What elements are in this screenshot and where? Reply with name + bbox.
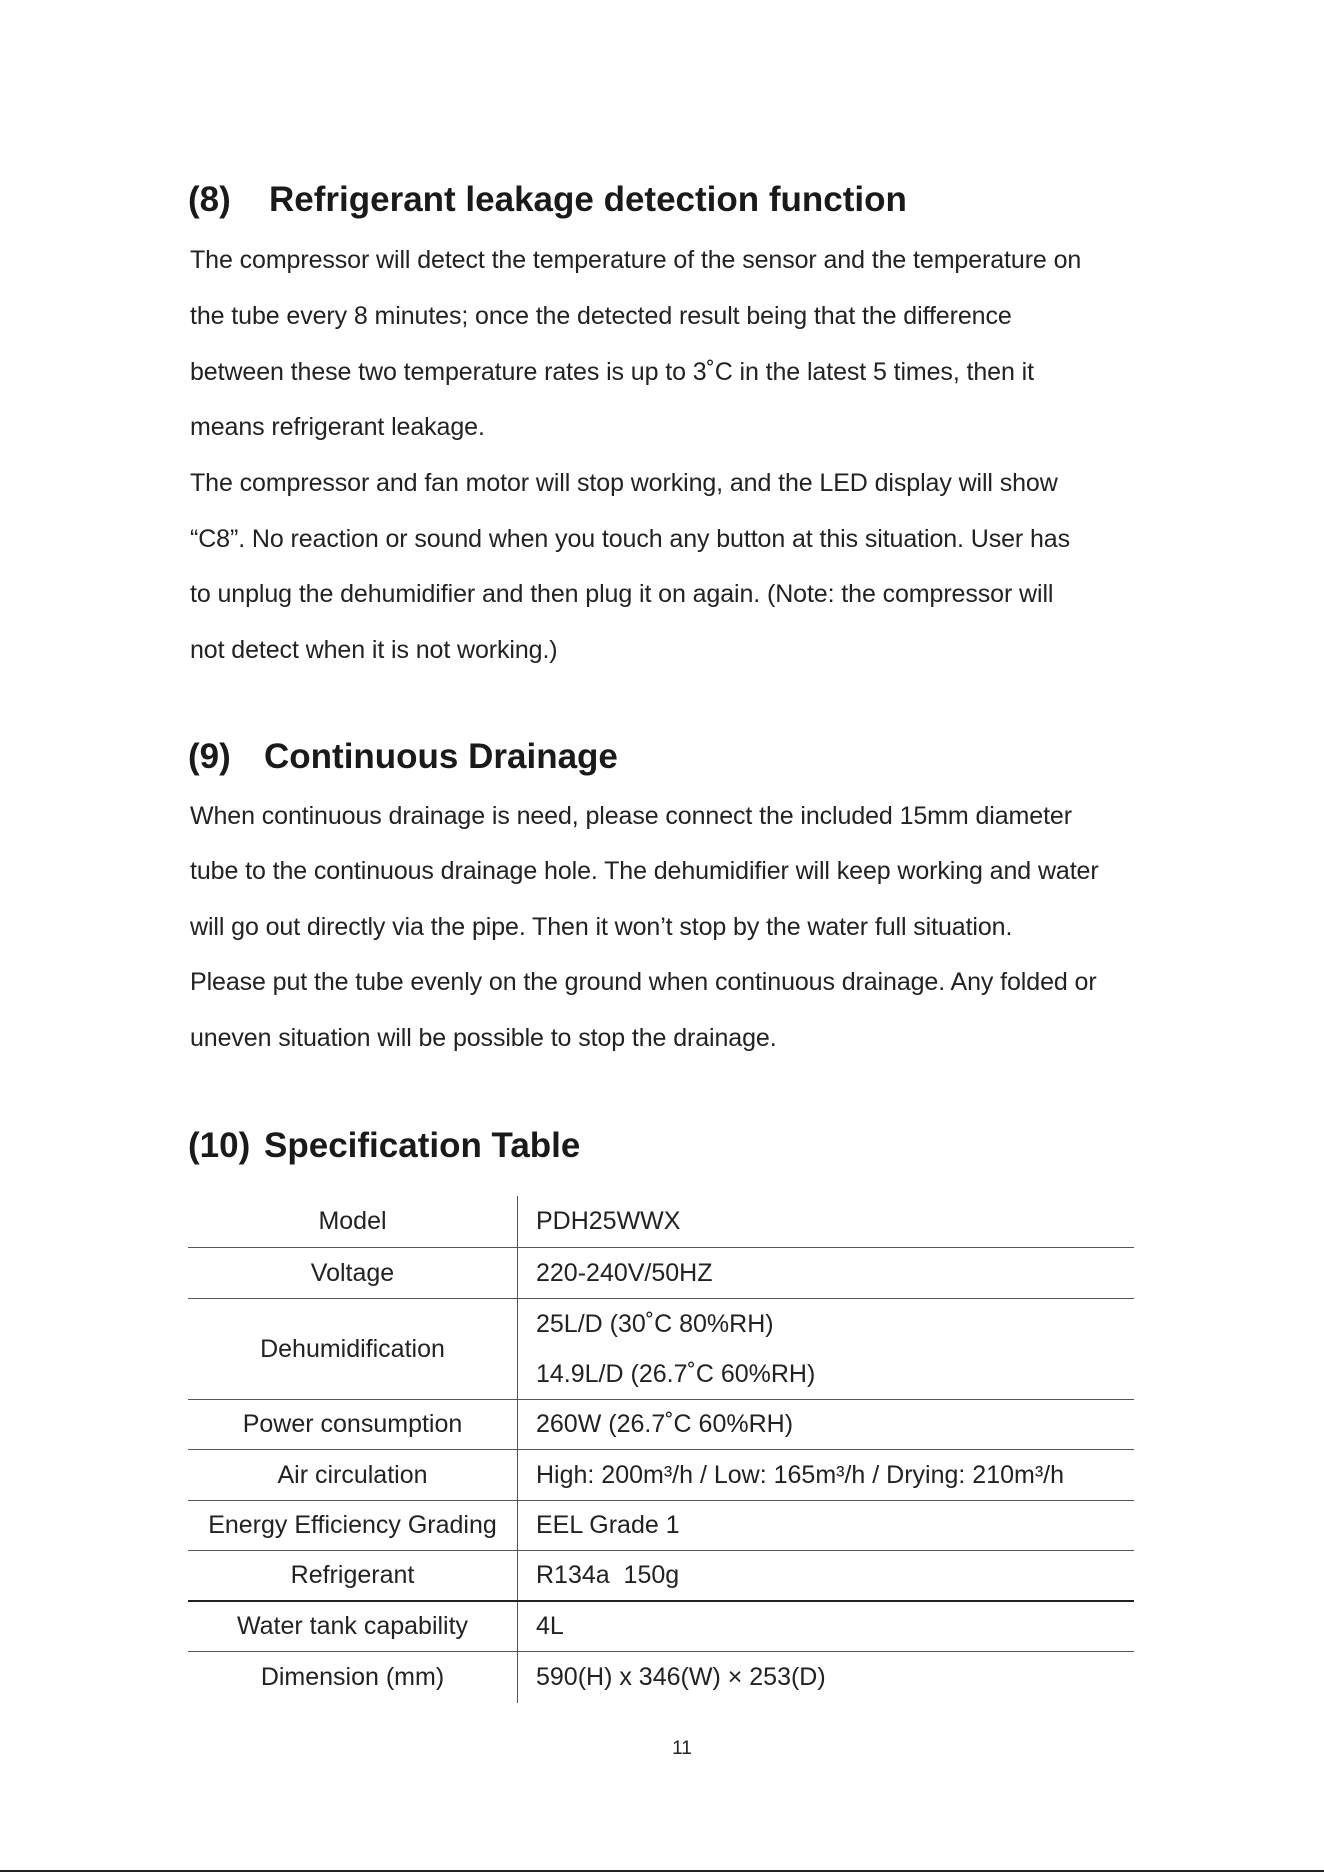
column-divider [517,1196,518,1247]
spec-label: Voltage [310,1258,395,1287]
section-8-line: the tube every 8 minutes; once the detected result being that the difference [190,302,1012,330]
spec-value-cell [536,1400,793,1449]
spec-row-dimension [188,1652,1134,1703]
spec-row-air-circulation [188,1450,1134,1501]
spec-row-dehumidification [188,1299,1134,1400]
spec-value: PDH25WWX [536,1207,681,1235]
spec-row-energy-efficiency [188,1501,1134,1551]
spec-row-model [188,1196,1134,1248]
spec-value: 220-240V/50HZ [536,1258,713,1287]
spec-value: 590(H) x 346(W) × 253(D) [536,1663,826,1691]
section-8-line: “C8”. No reaction or sound when you touch any button at this situation. User has [190,525,1070,553]
section-9-line: tube to the continuous drainage hole. The dehumidifier will keep working and water [190,857,1099,885]
spec-value: 14.9L/D (26.7˚C 60%RH) [536,1359,816,1388]
section-8-line: The compressor will detect the temperature of the sensor and the temperature on [190,246,1082,274]
spec-value-cell [536,1248,713,1298]
column-divider [517,1501,518,1550]
spec-label: Dimension (mm) [260,1663,445,1691]
spec-label: Refrigerant [290,1561,415,1589]
spec-label: Power consumption [242,1410,463,1438]
spec-value-cell [536,1450,1064,1500]
spec-value-cell [536,1551,679,1600]
column-divider [517,1652,518,1703]
spec-label: Air circulation [277,1460,428,1489]
section-9-number: (9) [188,737,231,776]
section-9-title: Continuous Drainage [264,737,618,776]
page-number: 11 [672,1738,692,1759]
spec-value: 25L/D (30˚C 80%RH) [536,1309,774,1338]
spec-label: Energy Efficiency Grading [208,1511,497,1539]
specification-table [188,1196,1134,1703]
section-9-line: Please put the tube evenly on the ground when continuous drainage. Any folded or [190,968,1097,996]
column-divider [517,1400,518,1449]
spec-value: 4L [536,1612,564,1640]
spec-value: EEL Grade 1 [536,1511,680,1539]
section-8-line: means refrigerant leakage. [190,413,485,441]
column-divider [517,1450,518,1500]
spec-value-cell [536,1501,680,1550]
section-8-heading [188,180,907,220]
spec-value-cell [536,1602,564,1651]
section-8-line: The compressor and fan motor will stop working, and the LED display will show [190,469,1058,497]
section-9-heading [188,737,618,777]
spec-value: R134a 150g [536,1561,680,1589]
spec-value-cell [536,1196,680,1247]
section-8-number: (8) [188,180,231,219]
spec-row-water-tank [188,1602,1134,1652]
section-9-line: uneven situation will be possible to stop the drainage. [190,1024,777,1052]
section-8-line: between these two temperature rates is up to 3˚C in the latest 5 times, then it [190,358,1034,386]
spec-row-refrigerant [188,1551,1134,1602]
section-10-title: Specification Table [264,1126,581,1165]
spec-label: Water tank capability [236,1612,469,1640]
column-divider [517,1602,518,1651]
section-9-line: When continuous drainage is need, please connect the included 15mm diameter [190,802,1072,830]
spec-row-power-consumption [188,1400,1134,1450]
section-10-number: (10) [188,1126,251,1165]
spec-label: Dehumidification [260,1334,445,1363]
section-8-line: to unplug the dehumidifier and then plug it on again. (Note: the compressor will [190,580,1054,608]
column-divider [517,1299,518,1399]
spec-label: Model [318,1207,387,1235]
column-divider [517,1248,518,1298]
column-divider [517,1551,518,1600]
spec-value: High: 200m³/h / Low: 165m³/h / Drying: 210m³/h [536,1460,1065,1489]
section-8-title: Refrigerant leakage detection function [269,180,907,219]
section-10-heading [188,1126,580,1166]
spec-value-cell [536,1299,815,1399]
spec-value-cell [536,1652,826,1703]
section-8-line: not detect when it is not working.) [190,636,558,664]
spec-value: 260W (26.7˚C 60%RH) [536,1410,794,1438]
spec-row-voltage [188,1248,1134,1299]
section-9-line: will go out directly via the pipe. Then it won’t stop by the water full situation. [190,913,1013,941]
